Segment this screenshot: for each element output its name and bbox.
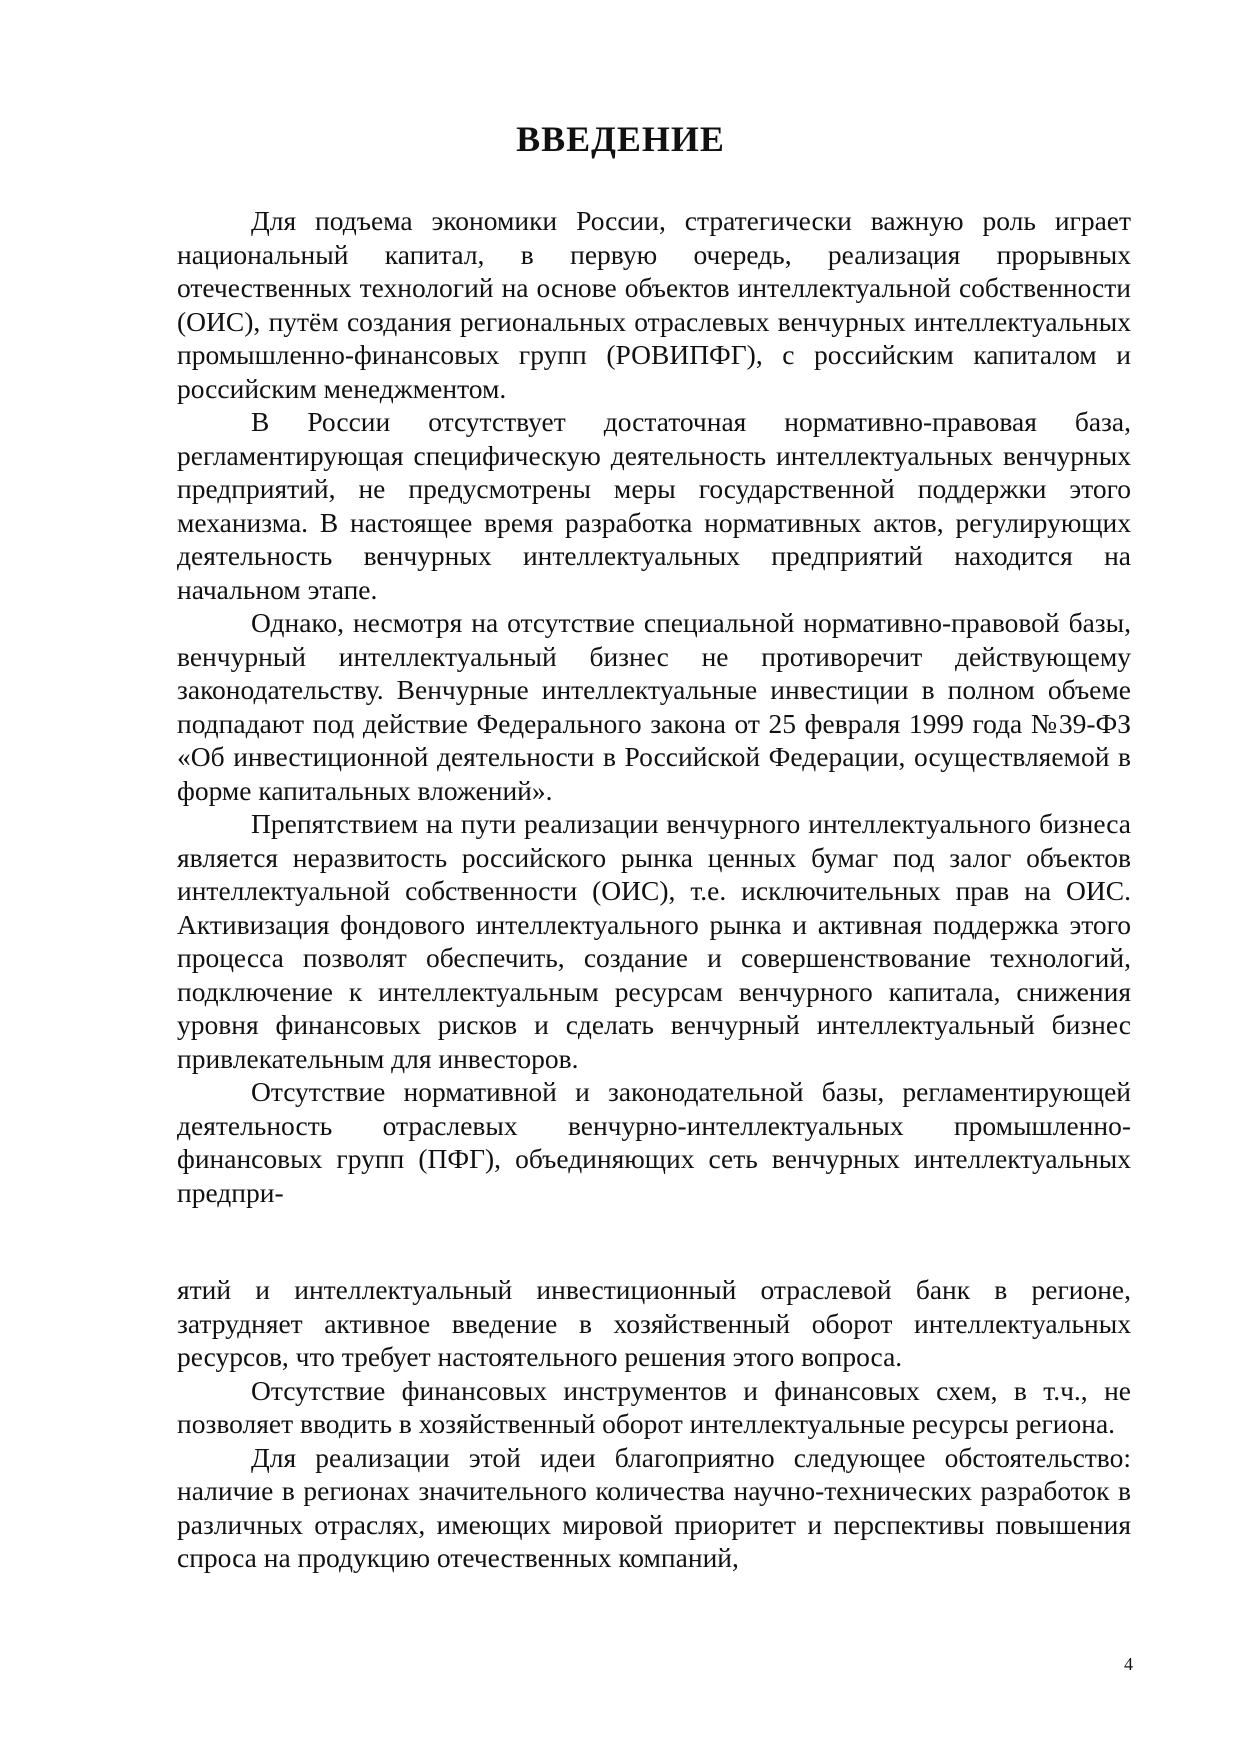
- body-text-bottom: [177, 1273, 1131, 1575]
- paragraph-1: Для подъема экономики России, стратегически важную роль играет национальный капитал, в первую очередь, реализация прорывных отечественных технологий на основе объектов интеллектуальной собственности (ОИС), путём создания региональных отраслевых венчурных интеллектуальных промышленно-финансовых групп (РОВИПФГ), с российским капиталом и российским менеджментом.: [177, 205, 1131, 404]
- page-title: ВВЕДЕНИЕ: [516, 119, 725, 159]
- paragraph-4: Препятствием на пути реализации венчурного интеллектуального бизнеса является неразвитость российского рынка ценных бумаг под залог объектов интеллектуальной собственности (ОИС), т.е. исключительных прав на ОИС. Активизация фондового интеллектуального рынка и активная поддержка этого процесса позволят обеспечить, создание и совершенствование технологий, подключение к интеллектуальным ресурсам венчурного капитала, снижения уровня финансовых рисков и сделать венчурный интеллектуальный бизнес привлекательным для инвесторов.: [177, 808, 1131, 1074]
- paragraph-5: Отсутствие нормативной и законодательной базы, регламентирующей деятельность отраслевых венчурно-интеллектуальных промышленно-финансовых групп (ПФГ), объединяющих сеть венчурных интеллектуальных предпри-: [177, 1076, 1131, 1208]
- body-text-top: [177, 204, 1131, 1209]
- paragraph-3: Однако, несмотря на отсутствие специальной нормативно-правовой базы, венчурный интеллектуальный бизнес не противоречит действующему законодательству. Венчурные интеллектуальные инвестиции в полном объеме подпадают под действие Федерального закона от 25 февраля 1999 года №39-ФЗ «Об инвестиционной деятельности в Российской Федерации, осуществляемой в форме капитальных вложений».: [177, 607, 1131, 806]
- paragraph-7: Для реализации этой идеи благоприятно следующее обстоятельство: наличие в регионах значительного количества научно-технических разработок в различных отраслях, имеющих мировой приоритет и перспективы повышения спроса на продукцию отечественных компаний,: [177, 1441, 1131, 1573]
- paragraph-2: В России отсутствует достаточная нормативно-правовая база, регламентирующая специфическую деятельность интеллектуальных венчурных предприятий, не предусмотрены меры государственной поддержки этого механизма. В настоящее время разработка нормативных актов, регулирующих деятельность венчурных интеллектуальных предприятий находится на начальном этапе.: [177, 406, 1131, 605]
- paragraph-continuation: ятий и интеллектуальный инвестиционный отраслевой банк в регионе, затрудняет активное введение в хозяйственный оборот интеллектуальных ресурсов, что требует настоятельного решения этого вопроса.: [177, 1274, 1131, 1372]
- page-number: 4: [1124, 1654, 1133, 1674]
- paragraph-6: Отсутствие финансовых инструментов и финансовых схем, в т.ч., не позволяет вводить в хозяйственный оборот интеллектуальные ресурсы региона.: [177, 1374, 1131, 1439]
